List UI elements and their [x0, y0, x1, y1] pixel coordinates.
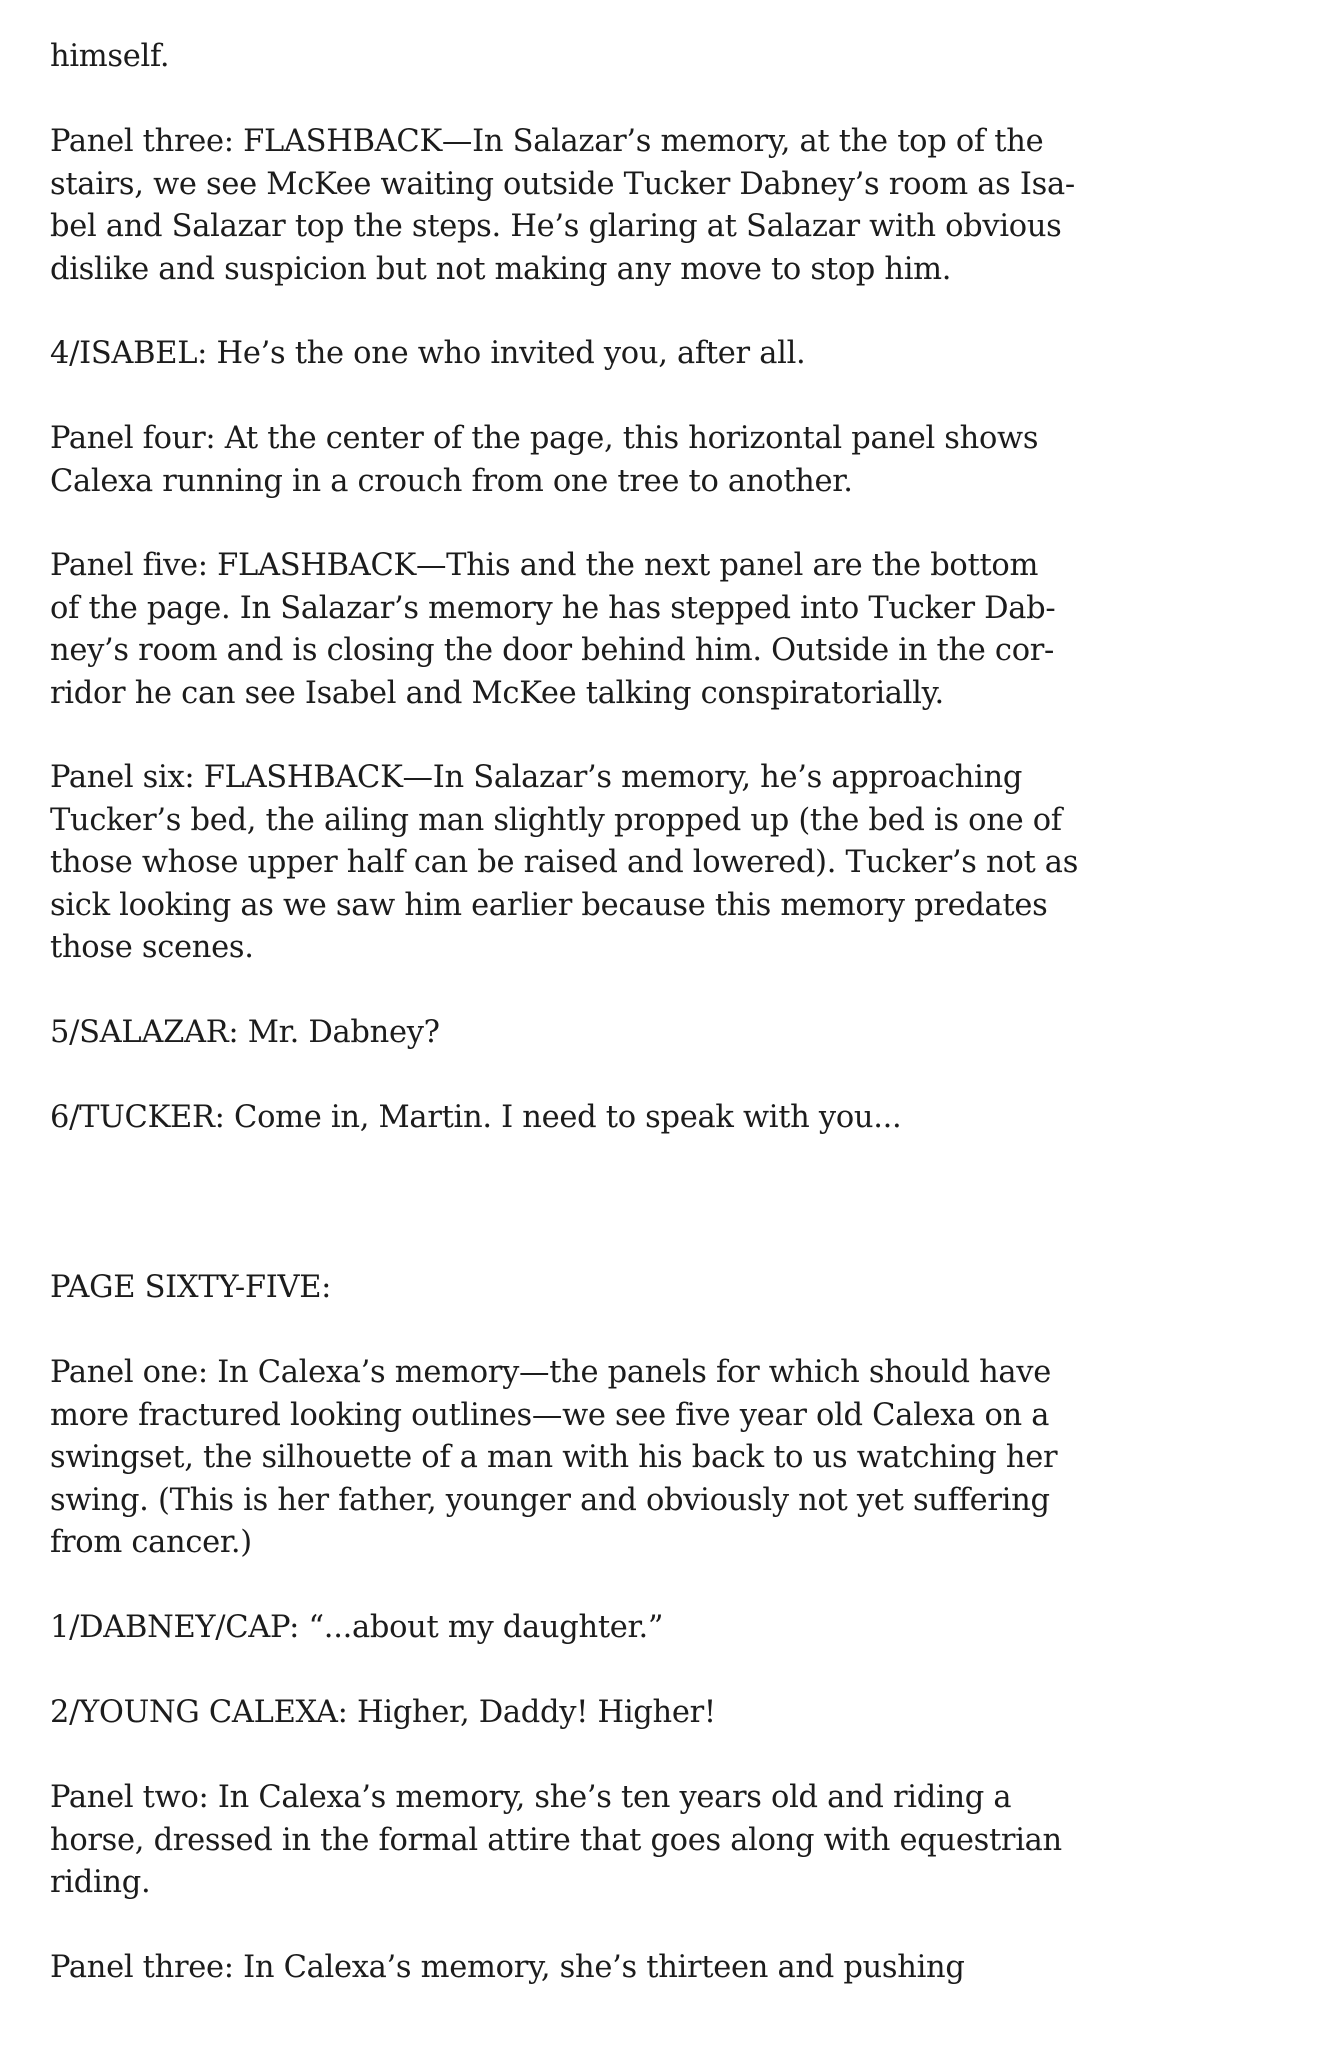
continuation-text: himself. — [50, 39, 170, 74]
panel-five-description: Panel five: FLASHBACK—This and the next panel are the bottom of the page. In Salazar’s memory he has stepped into Tucker Dab- ney’s room and is closing the door behind him. Outside in the cor- ridor he can see Isabel and McKee talking conspiratorially. — [50, 548, 1056, 711]
page-heading: PAGE SIXTY-FIVE: — [50, 1270, 332, 1305]
panel-four-description: Panel four: At the center of the page, this horizontal panel shows Calexa running in a crouch from one tree to another. — [50, 421, 1039, 499]
panel-six-description: Panel six: FLASHBACK—In Salazar’s memory, he’s approaching Tucker’s bed, the ailing man slightly propped up (the bed is one of those whose upper half can be raised and lowered). Tucker’s not as sick looking as we saw him earlier because this memory predates those scenes. — [50, 760, 1079, 966]
panel-one-description: Panel one: In Calexa’s memory—the panels for which should have more fractured looking outlines—we see five year old Calexa on a swingset, the silhouette of a man with his back to us watching her swing. (This is her father, younger and obviously not yet suffering from cancer.) — [50, 1355, 1058, 1561]
panel-three-description-continued: Panel three: In Calexa’s memory, she’s thirteen and pushing — [50, 1950, 965, 1985]
panel-three-description: Panel three: FLASHBACK—In Salazar’s memory, at the top of the stairs, we see McKee waiting outside Tucker Dabney’s room as Isa- bel and Salazar top the steps. He’s glaring at Salazar with obvious dislike and suspicion but not making any move to stop him. — [50, 124, 1075, 287]
dialogue-isabel: 4/ISABEL: He’s the one who invited you, after all. — [50, 336, 806, 371]
dialogue-young-calexa: 2/YOUNG CALEXA: Higher, Daddy! Higher! — [50, 1695, 716, 1730]
panel-two-description: Panel two: In Calexa’s memory, she’s ten years old and riding a horse, dressed in the formal attire that goes along with equestrian riding. — [50, 1780, 1062, 1901]
dialogue-tucker: 6/TUCKER: Come in, Martin. I need to speak with you... — [50, 1100, 902, 1135]
dialogue-salazar: 5/SALAZAR: Mr. Dabney? — [50, 1015, 440, 1050]
dialogue-dabney-caption: 1/DABNEY/CAP: “...about my daughter.” — [50, 1610, 664, 1645]
